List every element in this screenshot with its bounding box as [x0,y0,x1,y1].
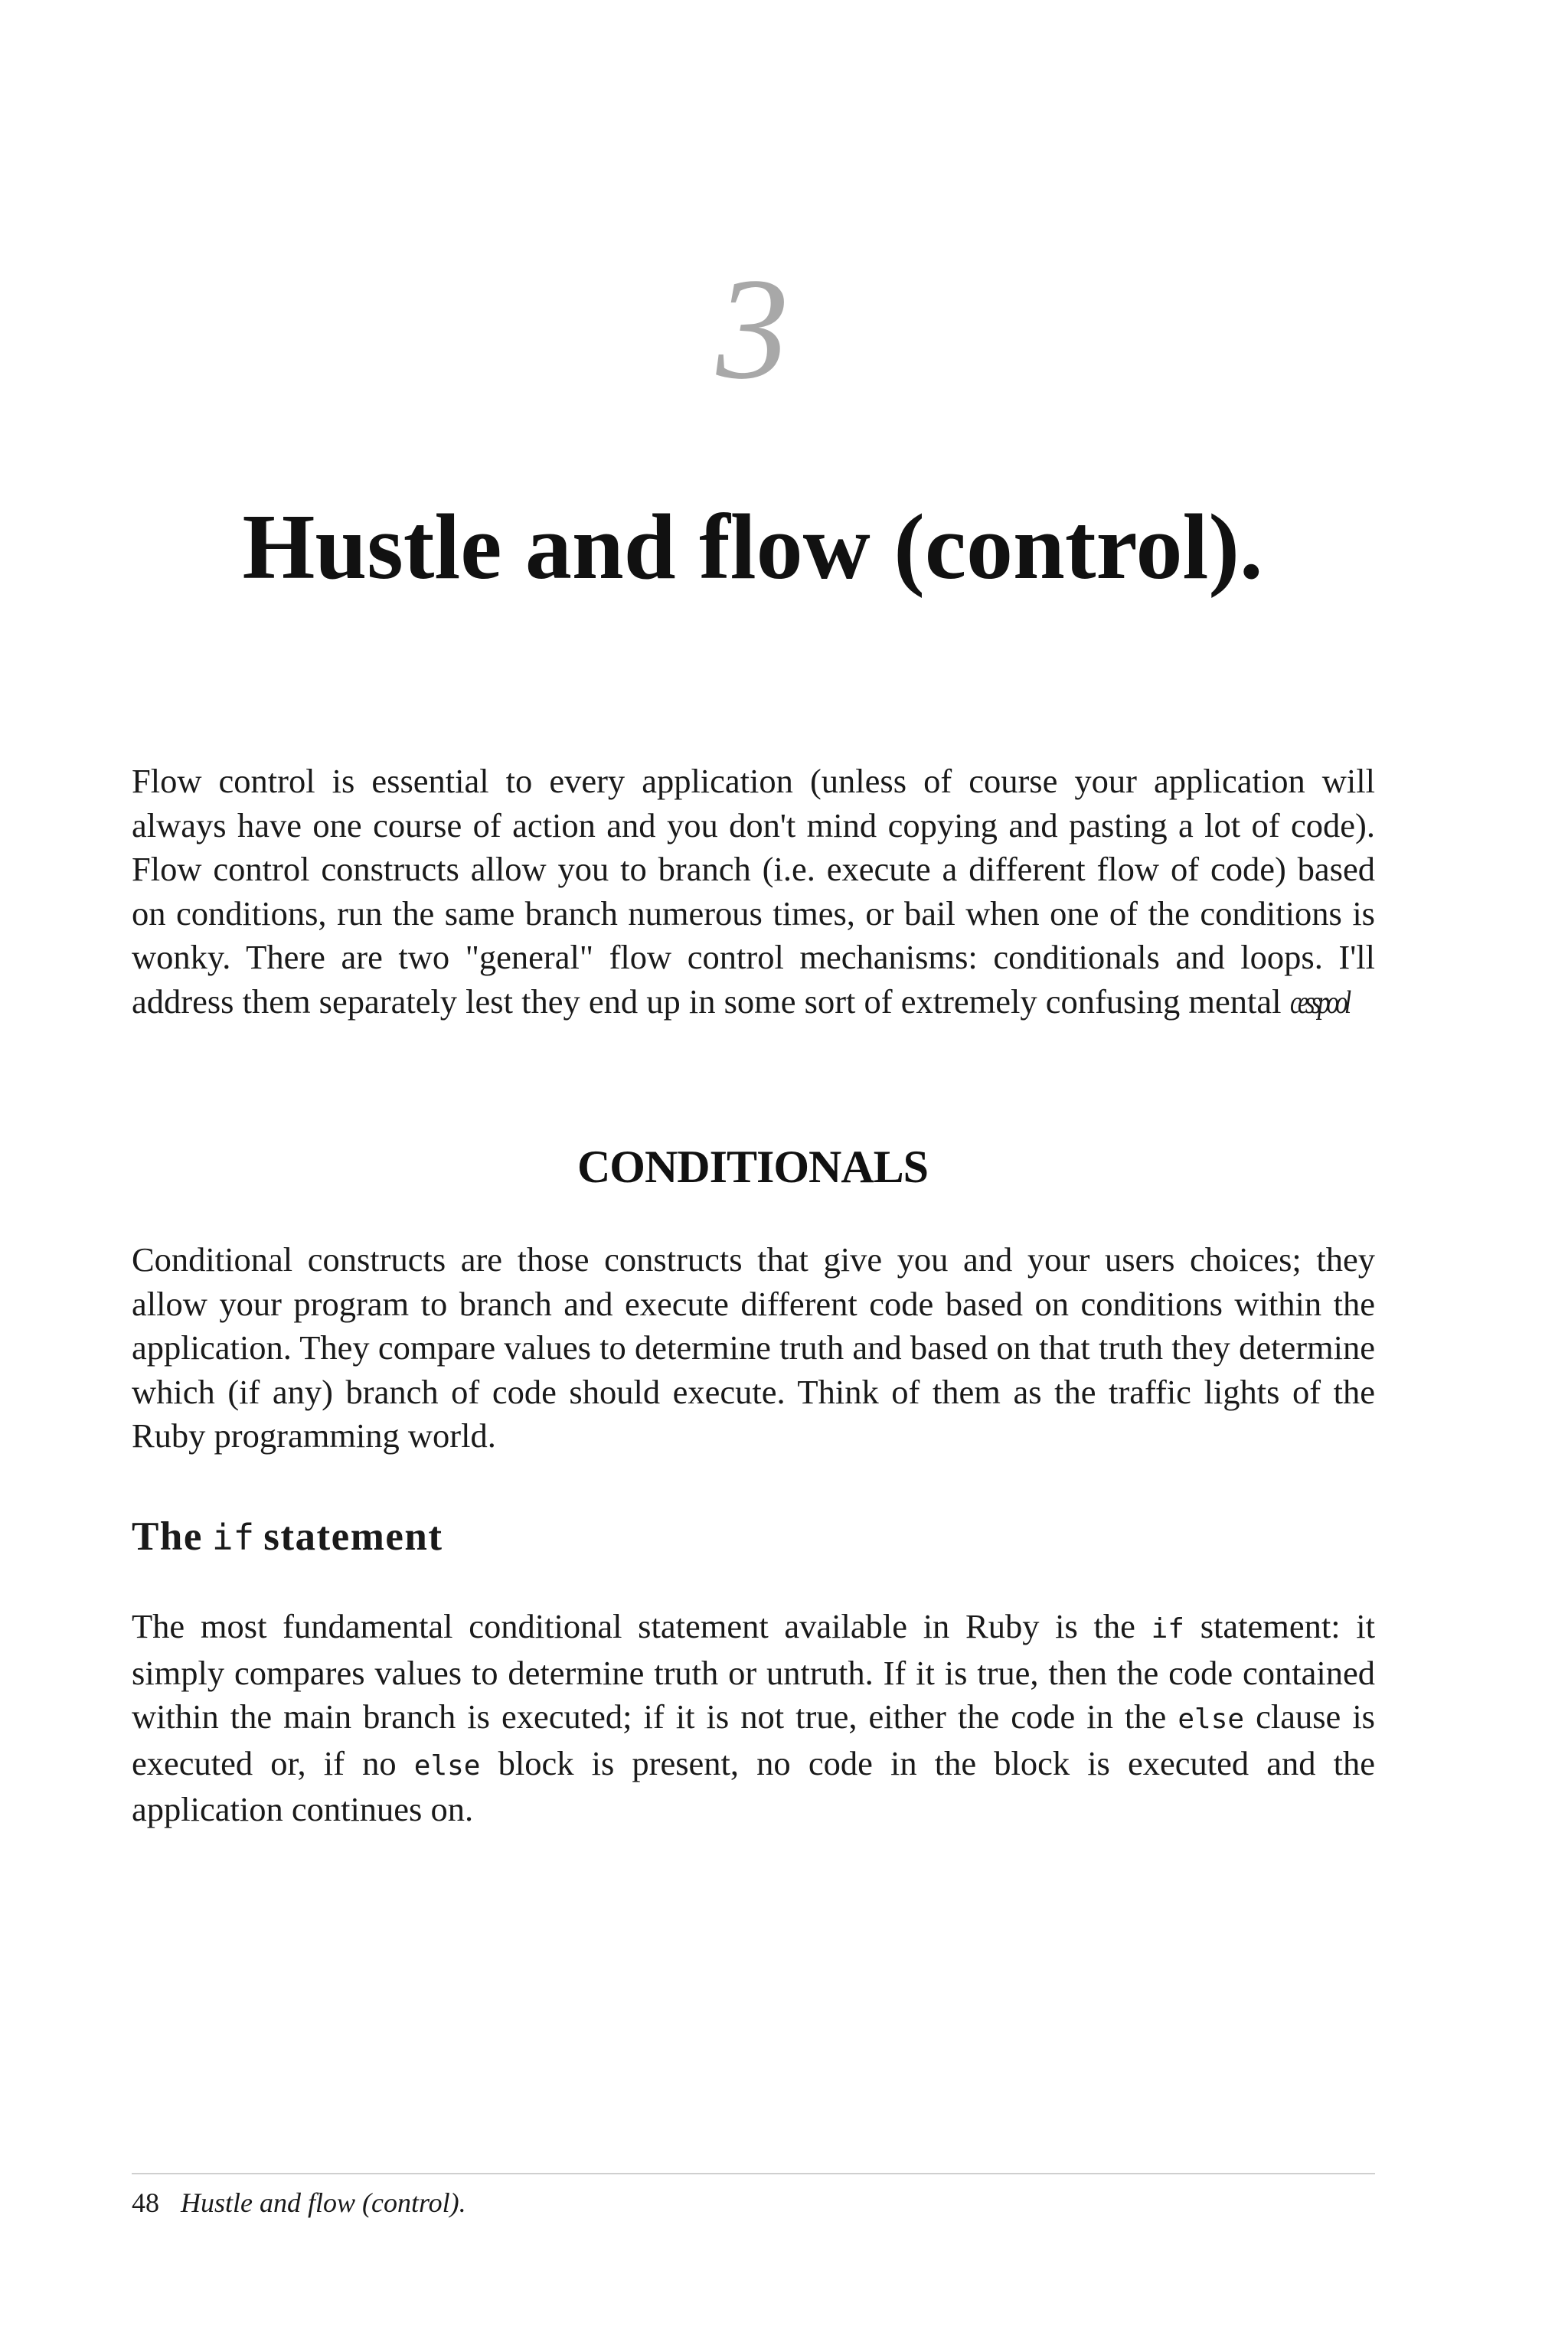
subheading-suffix: statement [263,1514,443,1559]
chapter-title: Hustle and flow (control). [242,495,1263,599]
intro-text: Flow control is essential to every application (unless of course your application will always have one course of action and you don't mind copying and pasting a lot of code). Flow control constructs allow you to branch (i.e. execute a different flow of code) based on conditions, run the same branch numerous times, or bail when one of the conditions is wonky. There are two "general" flow control mechanisms: conditionals and loops. I'll address them separately lest they end up in some sort of extremely confusing mental [132,762,1375,1021]
handwritten-scribble: cesspool [1289,985,1348,1021]
inline-code-else-2: else [413,1749,481,1782]
page-footer [132,2184,466,2222]
subsection-heading-if-statement [132,1510,443,1564]
running-title: Hustle and flow (control). [181,2187,466,2218]
intro-paragraph [132,760,1375,1026]
chapter-number: 3 [716,249,789,410]
if-text-part1: The most fundamental conditional statement available in Ruby is the [132,1607,1135,1645]
if-text-part3: clause is executed or, if no [132,1697,1375,1782]
page-number: 48 [132,2187,159,2218]
if-text-part4: block is present, no code in the block is executed and the application continues on. [132,1743,1376,1829]
subheading-prefix: The [132,1514,203,1559]
conditionals-paragraph: Conditional constructs are those constructs that give you and your users choices; they allow your program to branch and execute different code based on conditions within the application. They compare values to determine truth and based on that truth they determine which (if any) branch of code should execute. Think of them as the traffic lights of the Ruby programming world. [132,1240,1375,1455]
if-statement-paragraph [132,1605,1375,1832]
if-text-part2: statement: it simply compares values to determine truth or untruth. If it is true, then the code contained within the main branch is executed; if it is not true, either the code in the [132,1607,1376,1736]
subheading-code: if [211,1517,255,1558]
footer-divider [132,2173,1375,2174]
section-heading-conditionals: CONDITIONALS [577,1142,929,1192]
inline-code-else: else [1178,1704,1245,1736]
inline-code-if: if [1151,1613,1184,1645]
